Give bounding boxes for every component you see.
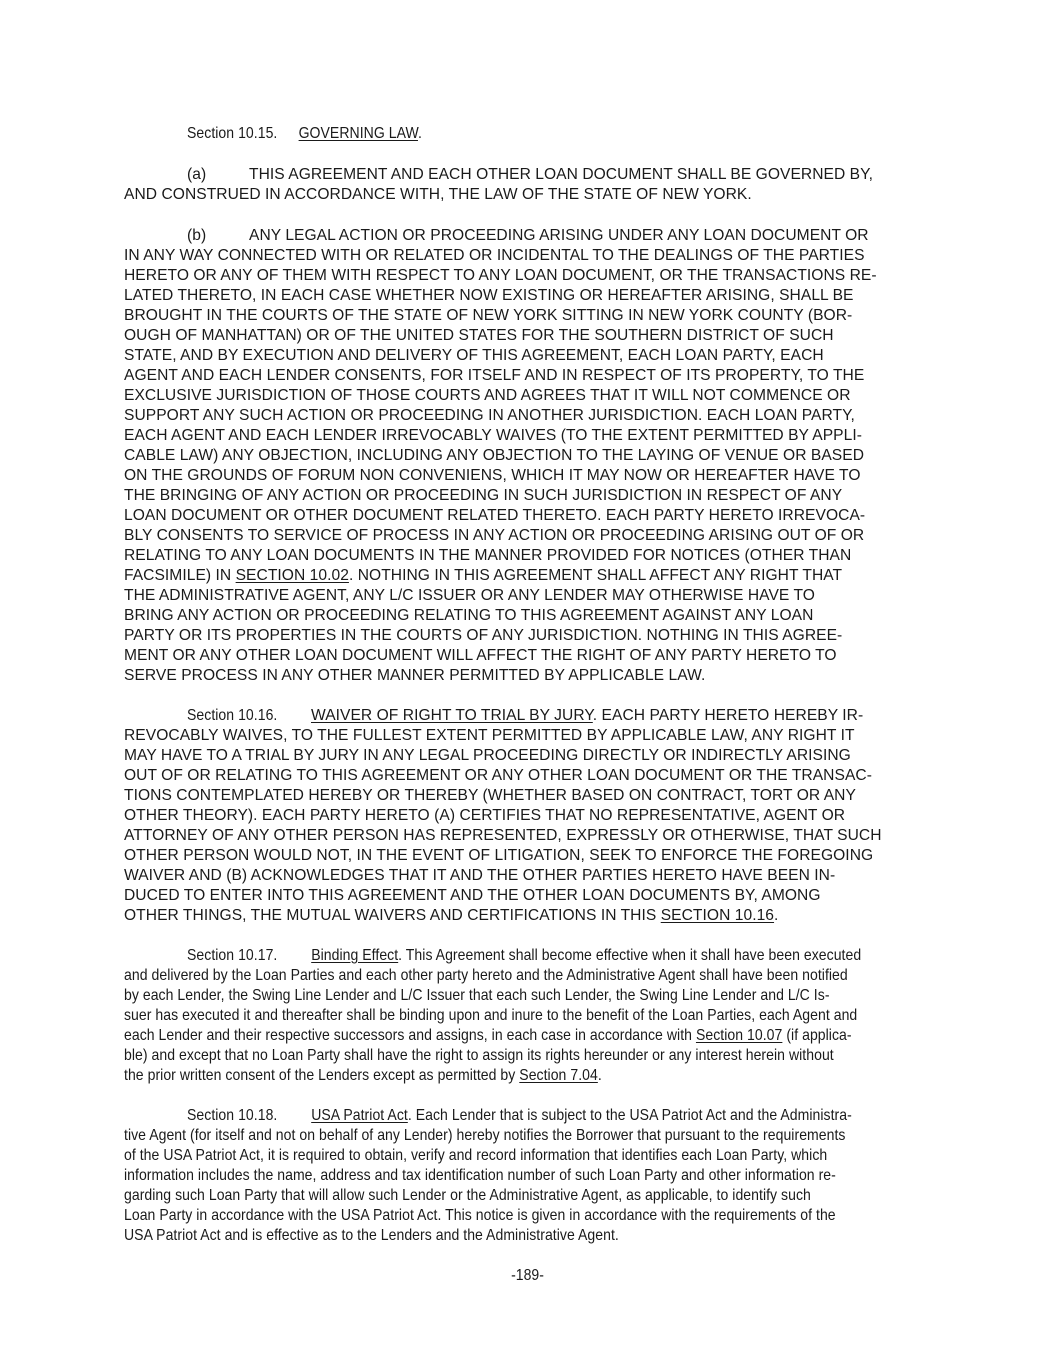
section-10-18-line: of the USA Patriot Act, it is required to obtain, verify and record information that identifies each Loan Party, which: [124, 1147, 828, 1164]
paragraph-b-line: BRING ANY ACTION OR PROCEEDING RELATING TO THIS AGREEMENT AGAINST ANY LOAN: [124, 607, 814, 624]
paragraph-b-line: AGENT AND EACH LENDER CONSENTS, FOR ITSELF AND IN RESPECT OF ITS PROPERTY, TO THE: [124, 367, 865, 384]
section-10-16-line: OUT OF OR RELATING TO THIS AGREEMENT OR ANY OTHER LOAN DOCUMENT OR THE TRANSAC-: [124, 767, 872, 784]
paragraph-b-line: OUGH OF MANHATTAN) OR OF THE UNITED STATES FOR THE SOUTHERN DISTRICT OF SUCH: [124, 327, 834, 344]
paragraph-b-line: STATE, AND BY EXECUTION AND DELIVERY OF THIS AGREEMENT, EACH LOAN PARTY, EACH: [124, 347, 824, 364]
section-10-16-heading: Section 10.16. WAIVER OF RIGHT TO TRIAL BY JURY. EACH PARTY HERETO HEREBY IR-: [187, 707, 864, 724]
section-10-18-heading: Section 10.18. USA Patriot Act. Each Lender that is subject to the USA Patriot Act and the Administra-: [187, 1107, 852, 1124]
section-10-16-link[interactable]: SECTION 10.16: [660, 907, 775, 924]
paragraph-b-line: SERVE PROCESS IN ANY OTHER MANNER PERMITTED BY APPLICABLE LAW.: [124, 667, 706, 684]
section-10-16-line: OTHER THINGS, THE MUTUAL WAIVERS AND CERTIFICATIONS IN THIS SECTION 10.16.: [124, 907, 779, 924]
paragraph-b-line: FACSIMILE) IN SECTION 10.02. NOTHING IN THIS AGREEMENT SHALL AFFECT ANY RIGHT THAT: [124, 567, 843, 584]
paragraph-b-line: EXCLUSIVE JURISDICTION OF THOSE COURTS AND AGREES THAT IT WILL NOT COMMENCE OR: [124, 387, 851, 404]
section-title: GOVERNING LAW: [298, 125, 418, 142]
section-10-07-link[interactable]: Section 10.07: [695, 1027, 783, 1044]
paragraph-b-line: THE BRINGING OF ANY ACTION OR PROCEEDING IN SUCH JURISDICTION IN RESPECT OF ANY: [124, 487, 843, 504]
section-10-16-line: TIONS CONTEMPLATED HEREBY OR THEREBY (WHETHER BASED ON CONTRACT, TORT OR ANY: [124, 787, 856, 804]
paragraph-b-line: PARTY OR ITS PROPERTIES IN THE COURTS OF ANY JURISDICTION. NOTHING IN THIS AGREE-: [124, 627, 843, 644]
page-number: -189-: [511, 1267, 544, 1284]
section-10-18-line: Loan Party in accordance with the USA Patriot Act. This notice is given in accordance with the requirements of the: [124, 1207, 836, 1224]
paragraph-b-line: SUPPORT ANY SUCH ACTION OR PROCEEDING IN ANOTHER JURISDICTION. EACH LOAN PARTY,: [124, 407, 855, 424]
section-10-16-line: WAIVER AND (B) ACKNOWLEDGES THAT IT AND THE OTHER PARTIES HERETO HAVE BEEN IN-: [124, 867, 836, 884]
section-10-18-line: tive Agent (for itself and not on behalf of any Lender) hereby notifies the Borrower that pursuant to the requirements: [124, 1127, 846, 1144]
paragraph-b-line: EACH AGENT AND EACH LENDER IRREVOCABLY WAIVES (TO THE EXTENT PERMITTED BY APPLI-: [124, 427, 862, 444]
section-title: USA Patriot Act: [311, 1107, 408, 1124]
paragraph-b-line: ON THE GROUNDS OF FORUM NON CONVENIENS, WHICH IT MAY NOW OR HEREAFTER HAVE TO: [124, 467, 861, 484]
section-10-17-line: each Lender and their respective successors and assigns, in each case in accordance with Section 10.07 (if applica-: [124, 1027, 852, 1044]
section-10-16-line: OTHER THEORY). EACH PARTY HERETO (A) CERTIFIES THAT NO REPRESENTATIVE, AGENT OR: [124, 807, 846, 824]
paragraph-a-line: AND CONSTRUED IN ACCORDANCE WITH, THE LAW OF THE STATE OF NEW YORK.: [124, 186, 752, 203]
section-10-17-line: ble) and except that no Loan Party shall have the right to assign its rights hereunder or any interest herein without: [124, 1047, 834, 1064]
paragraph-b-line: MENT OR ANY OTHER LOAN DOCUMENT WILL AFFECT THE RIGHT OF ANY PARTY HERETO TO: [124, 647, 837, 664]
section-10-16-line: REVOCABLY WAIVES, TO THE FULLEST EXTENT PERMITTED BY APPLICABLE LAW, ANY RIGHT IT: [124, 727, 855, 744]
paragraph-b-line: IN ANY WAY CONNECTED WITH OR RELATED OR INCIDENTAL TO THE DEALINGS OF THE PARTIES: [124, 247, 865, 264]
section-10-18-line: information includes the name, address and tax identification number of such Loan Party and other information re-: [124, 1167, 836, 1184]
section-label: Section 10.17.: [187, 947, 278, 964]
paragraph-marker: (b): [187, 227, 207, 244]
paragraph-b-line: BROUGHT IN THE COURTS OF THE STATE OF NEW YORK SITTING IN NEW YORK COUNTY (BOR-: [124, 307, 853, 324]
section-10-17-line: the prior written consent of the Lenders except as permitted by Section 7.04.: [124, 1067, 602, 1084]
paragraph-b-line: RELATING TO ANY LOAN DOCUMENTS IN THE MANNER PROVIDED FOR NOTICES (OTHER THAN: [124, 547, 852, 564]
section-10-16-line: MAY HAVE TO A TRIAL BY JURY IN ANY LEGAL PROCEEDING DIRECTLY OR INDIRECTLY ARISING: [124, 747, 851, 764]
paragraph-marker: (a): [187, 166, 207, 183]
paragraph-b-line: BLY CONSENTS TO SERVICE OF PROCESS IN ANY ACTION OR PROCEEDING ARISING OUT OF OR: [124, 527, 865, 544]
section-10-16-line: DUCED TO ENTER INTO THIS AGREEMENT AND THE OTHER LOAN DOCUMENTS BY, AMONG: [124, 887, 821, 904]
section-10-17-line: by each Lender, the Swing Line Lender and L/C Issuer that each such Lender, the Swing Line Lender and L/C Is-: [124, 987, 830, 1004]
section-label: Section 10.15.: [187, 125, 278, 142]
section-10-16-line: OTHER PERSON WOULD NOT, IN THE EVENT OF LITIGATION, SEEK TO ENFORCE THE FOREGOING: [124, 847, 874, 864]
section-7-04-link[interactable]: Section 7.04: [519, 1067, 598, 1084]
section-10-17-heading: Section 10.17. Binding Effect. This Agreement shall become effective when it shall have been executed: [187, 947, 862, 964]
section-title: WAIVER OF RIGHT TO TRIAL BY JURY: [311, 707, 593, 724]
section-10-02-link[interactable]: SECTION 10.02: [235, 567, 349, 584]
section-title: Binding Effect: [311, 947, 399, 964]
section-10-17-line: suer has executed it and thereafter shall be binding upon and inure to the benefit of the Loan Parties, each Agent and: [124, 1007, 858, 1024]
paragraph-b-line: THE ADMINISTRATIVE AGENT, ANY L/C ISSUER OR ANY LENDER MAY OTHERWISE HAVE TO: [124, 587, 815, 604]
section-label: Section 10.16.: [187, 707, 278, 724]
section-10-17-line: and delivered by the Loan Parties and each other party hereto and the Administrative Agent shall have been notified: [124, 967, 848, 984]
paragraph-b-line: LATED THERETO, IN EACH CASE WHETHER NOW EXISTING OR HEREAFTER ARISING, SHALL BE: [124, 287, 854, 304]
paragraph-a-first-line: (a) THIS AGREEMENT AND EACH OTHER LOAN DOCUMENT SHALL BE GOVERNED BY,: [187, 166, 873, 183]
section-10-16-line: ATTORNEY OF ANY OTHER PERSON HAS REPRESENTED, EXPRESSLY OR OTHERWISE, THAT SUCH: [124, 827, 882, 844]
section-10-18-line: garding such Loan Party that will allow such Lender or the Administrative Agent, as applicable, to identify such: [124, 1187, 811, 1204]
paragraph-b-line: LOAN DOCUMENT OR OTHER DOCUMENT RELATED THERETO. EACH PARTY HERETO IRREVOCA-: [124, 507, 866, 524]
section-10-18-line: USA Patriot Act and is effective as to the Lenders and the Administrative Agent.: [124, 1227, 619, 1244]
section-10-15-heading: Section 10.15. GOVERNING LAW.: [187, 125, 422, 142]
paragraph-b-line: CABLE LAW) ANY OBJECTION, INCLUDING ANY OBJECTION TO THE LAYING OF VENUE OR BASED: [124, 447, 865, 464]
paragraph-b-line: HERETO OR ANY OF THEM WITH RESPECT TO ANY LOAN DOCUMENT, OR THE TRANSACTIONS RE-: [124, 267, 877, 284]
paragraph-b-first-line: (b) ANY LEGAL ACTION OR PROCEEDING ARISING UNDER ANY LOAN DOCUMENT OR: [187, 227, 869, 244]
section-label: Section 10.18.: [187, 1107, 278, 1124]
